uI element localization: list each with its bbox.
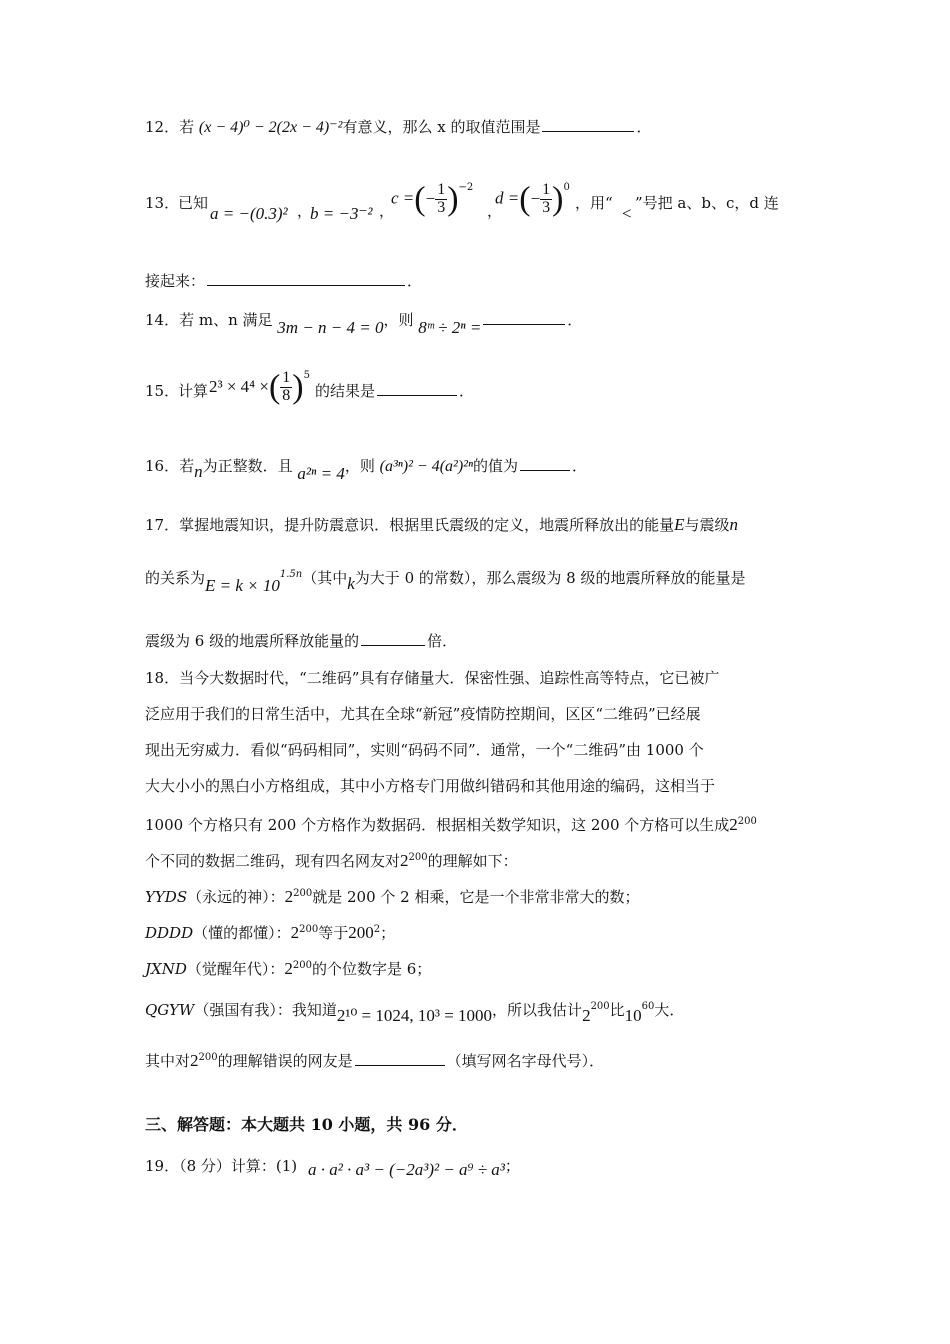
q19-end: ；: [504, 1157, 520, 1175]
q17-line3: 震级为 6 级的地震所释放能量的: [145, 632, 360, 650]
question-number: 14．: [145, 311, 180, 329]
power-base: 2: [582, 1006, 591, 1025]
q17-var-n: n: [729, 515, 739, 534]
separator: ，: [487, 202, 503, 220]
q18-line: 现出无穷威力．看似“码码相同”，实则“码码不同”．通常，一个“二维码”由 1000 个: [145, 741, 704, 759]
question-17-line3: [145, 632, 810, 650]
q18-text: 当今大数据时代，“二维码”具有存储量大．保密性强、追踪性高等特点，它已被广: [179, 669, 720, 687]
q16-text3: 的值为: [473, 457, 519, 475]
separator: ，: [379, 202, 395, 220]
q18-jxnd: [145, 948, 810, 984]
power-base: 2: [284, 959, 293, 978]
separator: ，: [297, 202, 313, 220]
answer-blank[interactable]: [520, 469, 570, 471]
q14-prefix: 若 m、n 满足: [179, 311, 273, 329]
question-16: [145, 456, 810, 483]
power-exponent: 200: [198, 1052, 218, 1063]
q15-tail: [315, 382, 474, 400]
q18-line: [145, 804, 810, 840]
q13-b: b = −3⁻²: [310, 204, 373, 223]
question-13-line2: [145, 272, 810, 290]
q15-exponent: 5: [303, 370, 310, 381]
q18-text: 1000 个方格只有 200 个方格作为数据码．根据相关数学知识，这 200 个方格可以生成: [145, 816, 730, 834]
q18-line: 大大小小的黑白小方格组成，其中小方格专门用做纠错码和其他用途的编码，这相当于: [145, 777, 716, 795]
q13-d-exponent: 0: [563, 182, 570, 193]
q13-d-label: d =: [495, 188, 520, 208]
question-number: 15．: [145, 382, 180, 400]
netizen-note: （永远的神）：: [187, 888, 285, 906]
q16-variable: n: [194, 462, 203, 481]
frac-denominator: 8: [282, 386, 291, 404]
q15-prefix: 计算: [178, 382, 209, 400]
q19-prefix: （8 分）计算：(1): [179, 1157, 298, 1175]
power-exponent: 200: [408, 852, 428, 863]
q19-expression: a · a² · a³ − (−2a³)² − a⁹ ÷ a³: [307, 1160, 505, 1179]
question-19: [145, 1156, 810, 1179]
power-base: 2: [400, 851, 409, 870]
q18-text: 其中对: [145, 1052, 191, 1070]
frac-numerator: 1: [542, 181, 551, 198]
power-exponent: 200: [293, 888, 313, 899]
answer-blank[interactable]: [361, 644, 425, 646]
q13-line2: 接起来：: [145, 272, 206, 290]
answer-blank[interactable]: [542, 130, 634, 132]
q13-text: ，用“: [575, 194, 613, 212]
q15-expression: 2³ × 4⁴ ×( $\frac{1}{8}$ )$^5$: [209, 368, 310, 406]
q18-line: [145, 840, 810, 876]
netizen-opinion: 就是 200 个 2 相乘，它是一个非常非常大的数；: [312, 888, 640, 906]
question-number: 13．: [145, 194, 180, 212]
frac-denominator: 3: [437, 198, 446, 216]
answer-blank[interactable]: [355, 1064, 445, 1066]
power-exponent: 2: [373, 924, 381, 935]
netizen-name: QGYW: [145, 1001, 195, 1019]
netizen-note: （强国有我）：我知道: [194, 1001, 337, 1019]
q16-text: 为正整数．且: [202, 457, 293, 475]
q17-line2c: 为大于 0 的常数），那么震级为 8 级的地震所释放的能量是: [354, 569, 746, 587]
q18-dddd: [145, 912, 810, 948]
q13-c-label: c =: [391, 188, 415, 208]
q15-product: 2³ × 4⁴ ×: [209, 377, 269, 397]
power-base: 2: [190, 1051, 199, 1070]
power-base: 2: [729, 815, 738, 834]
q16-end: ．: [572, 457, 588, 475]
question-17-line2: [145, 568, 810, 595]
q15-text: 的结果是: [315, 382, 376, 400]
power-base: 10: [624, 1006, 642, 1025]
q12-end: ．: [636, 118, 652, 136]
frac-numerator: 1: [437, 181, 446, 198]
netizen-opinion: ，所以我估计: [492, 1001, 583, 1019]
power-exponent: 200: [299, 924, 319, 935]
punctuation: ；: [380, 924, 396, 942]
section-heading: 三、解答题：本大题共 10 小题，共 96 分．: [145, 1115, 468, 1134]
q16-expression: (a³ⁿ)² − 4(a²)²ⁿ: [379, 458, 474, 475]
q18-text: 个不同的数据二维码，现有四名网友对: [145, 852, 401, 870]
question-12: [145, 118, 810, 137]
q17-line2: 的关系为: [145, 569, 206, 587]
q13-a: a = −(0.3)²: [210, 204, 288, 223]
q13-c-exponent: −2: [458, 182, 474, 193]
answer-blank[interactable]: [377, 394, 457, 396]
q12-prefix: 若: [179, 118, 195, 136]
question-number: 18．: [145, 669, 180, 687]
q17-formula-exponent: 1.5n: [279, 569, 303, 580]
q18-text: 的理解如下：: [427, 852, 518, 870]
q17-end: 倍．: [427, 632, 458, 650]
q17-line1b: 与震级: [684, 516, 730, 534]
q17-var-k: k: [347, 574, 355, 593]
netizen-name: YYDS: [145, 888, 188, 906]
q13-d-expr: d =(− $\frac{1}{3}$ )$^0$: [495, 180, 570, 218]
question-number: 19．: [145, 1157, 180, 1175]
power-base: 2: [284, 887, 294, 906]
q17-formula: E = k × 10: [205, 576, 280, 595]
q14-condition: 3m − n − 4 = 0: [277, 318, 384, 337]
answer-blank[interactable]: [483, 323, 565, 325]
question-14: [145, 310, 810, 337]
netizen-opinion: 的个位数字是 6；: [311, 960, 432, 978]
q18-text: 的理解错误的网友是: [217, 1052, 353, 1070]
q17-var-e: E: [674, 515, 685, 534]
less-than-symbol: <: [622, 204, 632, 223]
q13-prefix: 已知: [178, 194, 209, 212]
q12-text: 有意义，那么 x 的取值范围是: [342, 118, 541, 136]
frac-numerator: 1: [282, 369, 291, 386]
power-exponent: 200: [737, 816, 757, 827]
q13-c-expr: c =(− $\frac{1}{3}$ )$^{-2}$: [391, 180, 474, 218]
q18-text: （填写网名字母代号）．: [446, 1052, 605, 1070]
q16-condition: a²ⁿ = 4: [297, 464, 345, 483]
q15-end: ．: [459, 382, 475, 400]
power-base: 2: [290, 923, 300, 942]
frac-denominator: 3: [542, 198, 551, 216]
q18-line: [145, 660, 810, 696]
netizen-note: （懂的都懂）：: [193, 924, 291, 942]
q17-line1: 掌握地震知识，提升防震意识．根据里氏震级的定义，地震所释放出的能量: [179, 516, 675, 534]
q14-expression: 8ᵐ ÷ 2ⁿ =: [418, 318, 482, 337]
q16-text2: ，则: [344, 457, 375, 475]
q13-end: ．: [407, 272, 423, 290]
q14-end: ．: [567, 311, 583, 329]
netizen-opinion: 大．: [654, 1001, 685, 1019]
q17-line2b: （其中: [302, 569, 348, 587]
question-18: [145, 660, 810, 1076]
question-13: [145, 182, 810, 242]
netizen-opinion: 比: [609, 1001, 625, 1019]
power-exponent: 60: [641, 1001, 655, 1012]
q18-last: [145, 1040, 810, 1076]
netizen-note: （觉醒年代）：: [186, 960, 285, 978]
power-exponent: 200: [292, 960, 312, 971]
q16-prefix: 若: [179, 457, 195, 475]
q12-expression: (x − 4)⁰ − 2(2x − 4)⁻²: [198, 119, 343, 136]
question-17: [145, 515, 810, 535]
q18-line: 泛应用于我们的日常生活中，尤其在全球“新冠”疫情防控期间，区区“二维码”已经展: [145, 705, 701, 723]
netizen-name: DDDD: [145, 924, 194, 942]
q14-text: ，则: [383, 311, 414, 329]
power-base: 200: [348, 923, 374, 942]
q18-qgyw: [145, 984, 810, 1030]
netizen-name: JXND: [145, 960, 187, 978]
netizen-opinion: 等于: [318, 924, 349, 942]
answer-blank[interactable]: [207, 284, 405, 286]
question-number: 17．: [145, 516, 180, 534]
q13-text2: ”号把 a、b、c，d 连: [635, 194, 779, 212]
question-number: 16．: [145, 457, 180, 475]
q18-yyds: [145, 876, 810, 912]
question-15: [145, 368, 810, 428]
q18-formula: 2¹⁰ = 1024, 10³ = 1000: [336, 1006, 493, 1025]
power-exponent: 200: [590, 1001, 610, 1012]
question-number: 12．: [145, 118, 180, 136]
